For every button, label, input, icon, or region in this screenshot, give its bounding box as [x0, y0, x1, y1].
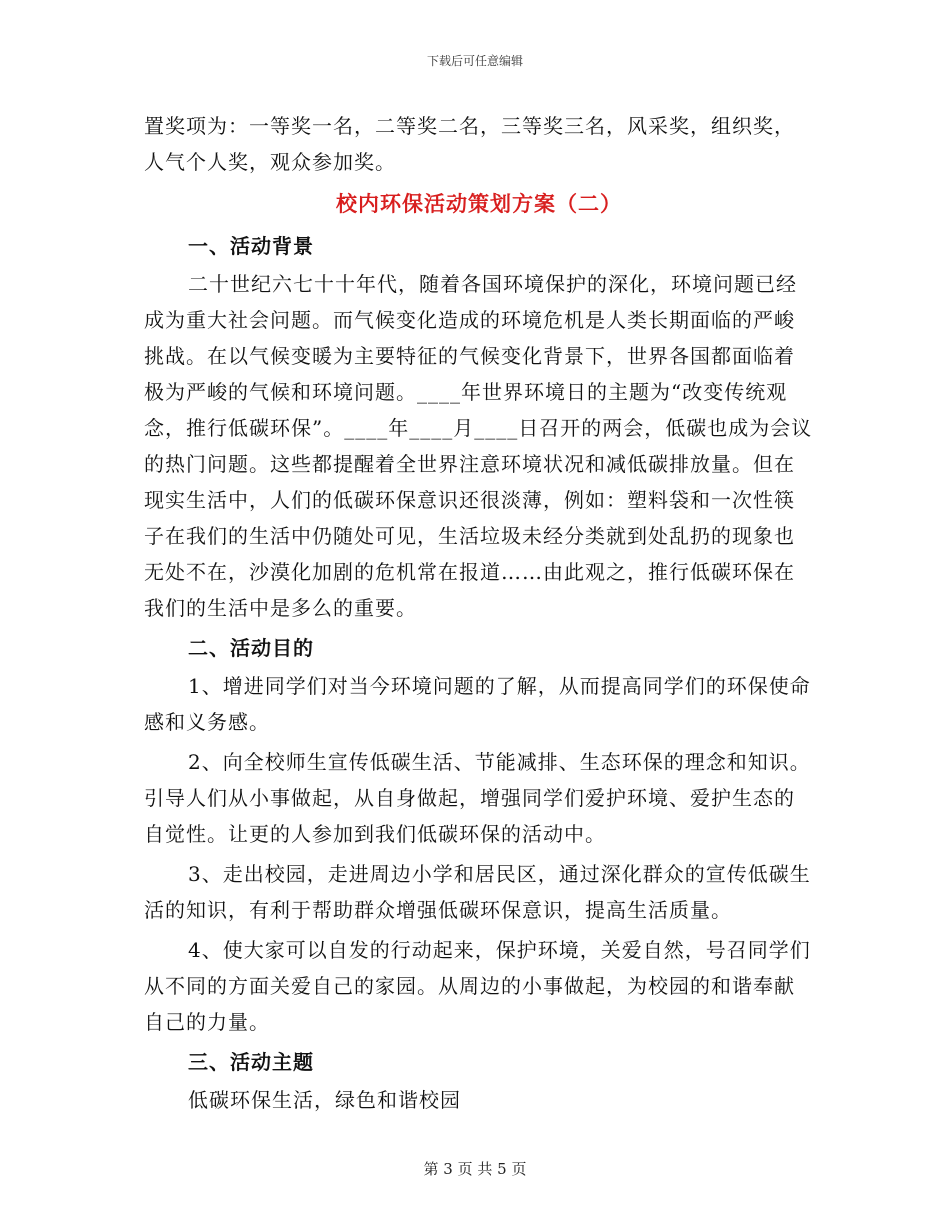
- section-heading-purpose: 二、活动目的: [188, 636, 314, 660]
- purpose-item-1: 1、增进同学们对当今环境问题的了解，从而提高同学们的环保使命感和义务感。: [144, 674, 811, 734]
- page-footer-number: 第 3 页 共 5 页: [423, 1160, 527, 1178]
- intro-paragraph: 置奖项为：一等奖一名，二等奖二名，三等奖三名，风采奖，组织奖，人气个人奖，观众参加奖。: [144, 114, 795, 174]
- background-paragraph: 二十世纪六七十十年代，随着各国环境保护的深化，环境问题已经成为重大社会问题。而气候变化造成的环境危机是人类长期面临的严峻挑战。在以气候变暖为主要特征的气候变化背景下，世界各国都面临着极为严峻的气候和环境问题。____年世界环境日的主题为“改变传统观念，推行低碳环保”。____年____月____日召开的两会，低碳也成为会议的热门问题。这些都提醒着全世界注意环境状况和减低碳排放量。但在现实生活中，人们的低碳环保意识还很淡薄，例如：塑料袋和一次性筷子在我们的生活中仍随处可见，生活垃圾未经分类就到处乱扔的现象也无处不在，沙漠化加剧的危机常在报道……由此观之，推行低碳环保在我们的生活中是多么的重要。: [144, 272, 813, 620]
- purpose-item-2: 2、向全校师生宣传低碳生活、节能减排、生态环保的理念和知识。引导人们从小事做起，从自身做起，增强同学们爱护环境、爱护生态的自觉性。让更的人参加到我们低碳环保的活动中。: [144, 750, 811, 846]
- section-heading-background: 一、活动背景: [188, 234, 314, 258]
- document-body: [144, 108, 814, 1122]
- purpose-item-3: 3、走出校园，走进周边小学和居民区，通过深化群众的宣传低碳生活的知识，有利于帮助群众增强低碳环保意识，提高生活质量。: [144, 862, 811, 922]
- purpose-item-4: 4、使大家可以自发的行动起来，保护环境，关爱自然，号召同学们从不同的方面关爱自己的家园。从周边的小事做起，为校园的和谐奉献自己的力量。: [144, 938, 811, 1034]
- section-heading-theme: 三、活动主题: [188, 1050, 314, 1074]
- theme-paragraph: 低碳环保生活，绿色和谐校园: [188, 1088, 461, 1112]
- page-header-note: 下载后可任意编辑: [426, 54, 523, 68]
- document-title: 校内环保活动策划方案（二）: [336, 191, 622, 216]
